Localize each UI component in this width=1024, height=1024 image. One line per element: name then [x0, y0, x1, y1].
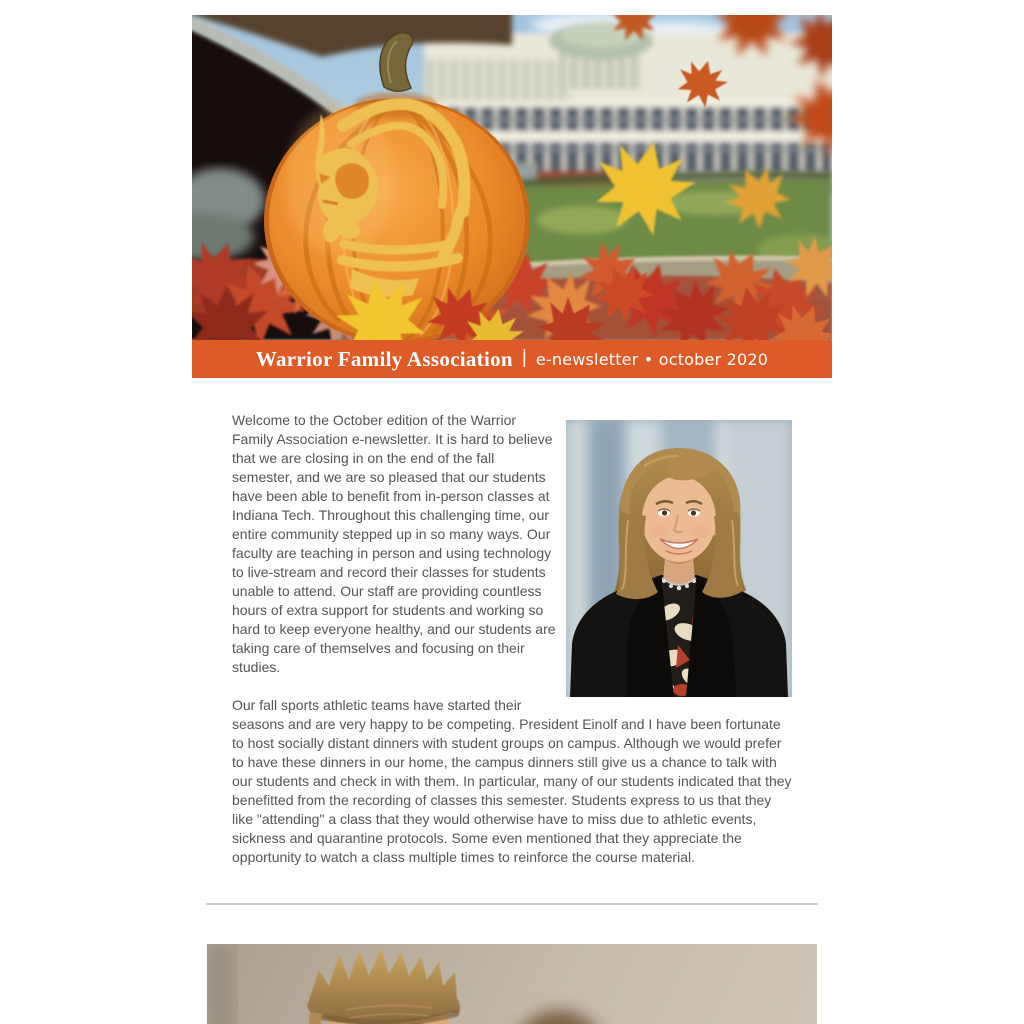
title-banner [192, 340, 832, 378]
hero-illustration [192, 15, 832, 340]
email-container [192, 0, 832, 1024]
section-divider [206, 903, 818, 905]
portrait-illustration [566, 420, 792, 697]
banner-separator: | [521, 347, 527, 368]
portrait-photo [566, 420, 792, 697]
intro-paragraph-1: Welcome to the October edition of the Warrior Family Association e-newsletter. It is hard to believe that we are closing in on the end of the fall semester, and we are so pleased that our students have been able to benefit from in-person classes at Indiana Tech. Throughout this challenging time, our entire community stepped up in so many ways. Our faculty are teaching in person and using technology to live-stream and record their classes for students unable to attend. Our staff are providing countless hours of extra support for students and working so hard to keep everyone healthy, and our students are taking care of themselves and focusing on their studies. [232, 412, 556, 675]
wall-background [207, 944, 817, 1024]
hero-image-pumpkin-campus [192, 15, 832, 340]
intro-paragraph-2: Our fall sports athletic teams have started their seasons and are very happy to be competing. President Einolf and I have been fortunate to host socially distant dinners with student groups on campus. Although we would prefer to have these dinners in our home, the campus dinners still give us a chance to talk with our students and check in with them. In particular, many of our students indicated that they benefitted from the recording of classes this semester. Students express to us that they like "attending" a class that they would otherwise have to miss due to athletic events, sickness and quarantine protocols. Some even mentioned that they appreciate the opportunity to watch a class multiple times to reinforce the course material. [232, 697, 792, 865]
students-masked-photo [207, 944, 817, 1024]
banner-subtitle: e-newsletter • october 2020 [535, 349, 769, 369]
banner-title: Warrior Family Association [255, 346, 513, 371]
body-content [192, 378, 832, 905]
students-illustration [207, 944, 817, 1024]
